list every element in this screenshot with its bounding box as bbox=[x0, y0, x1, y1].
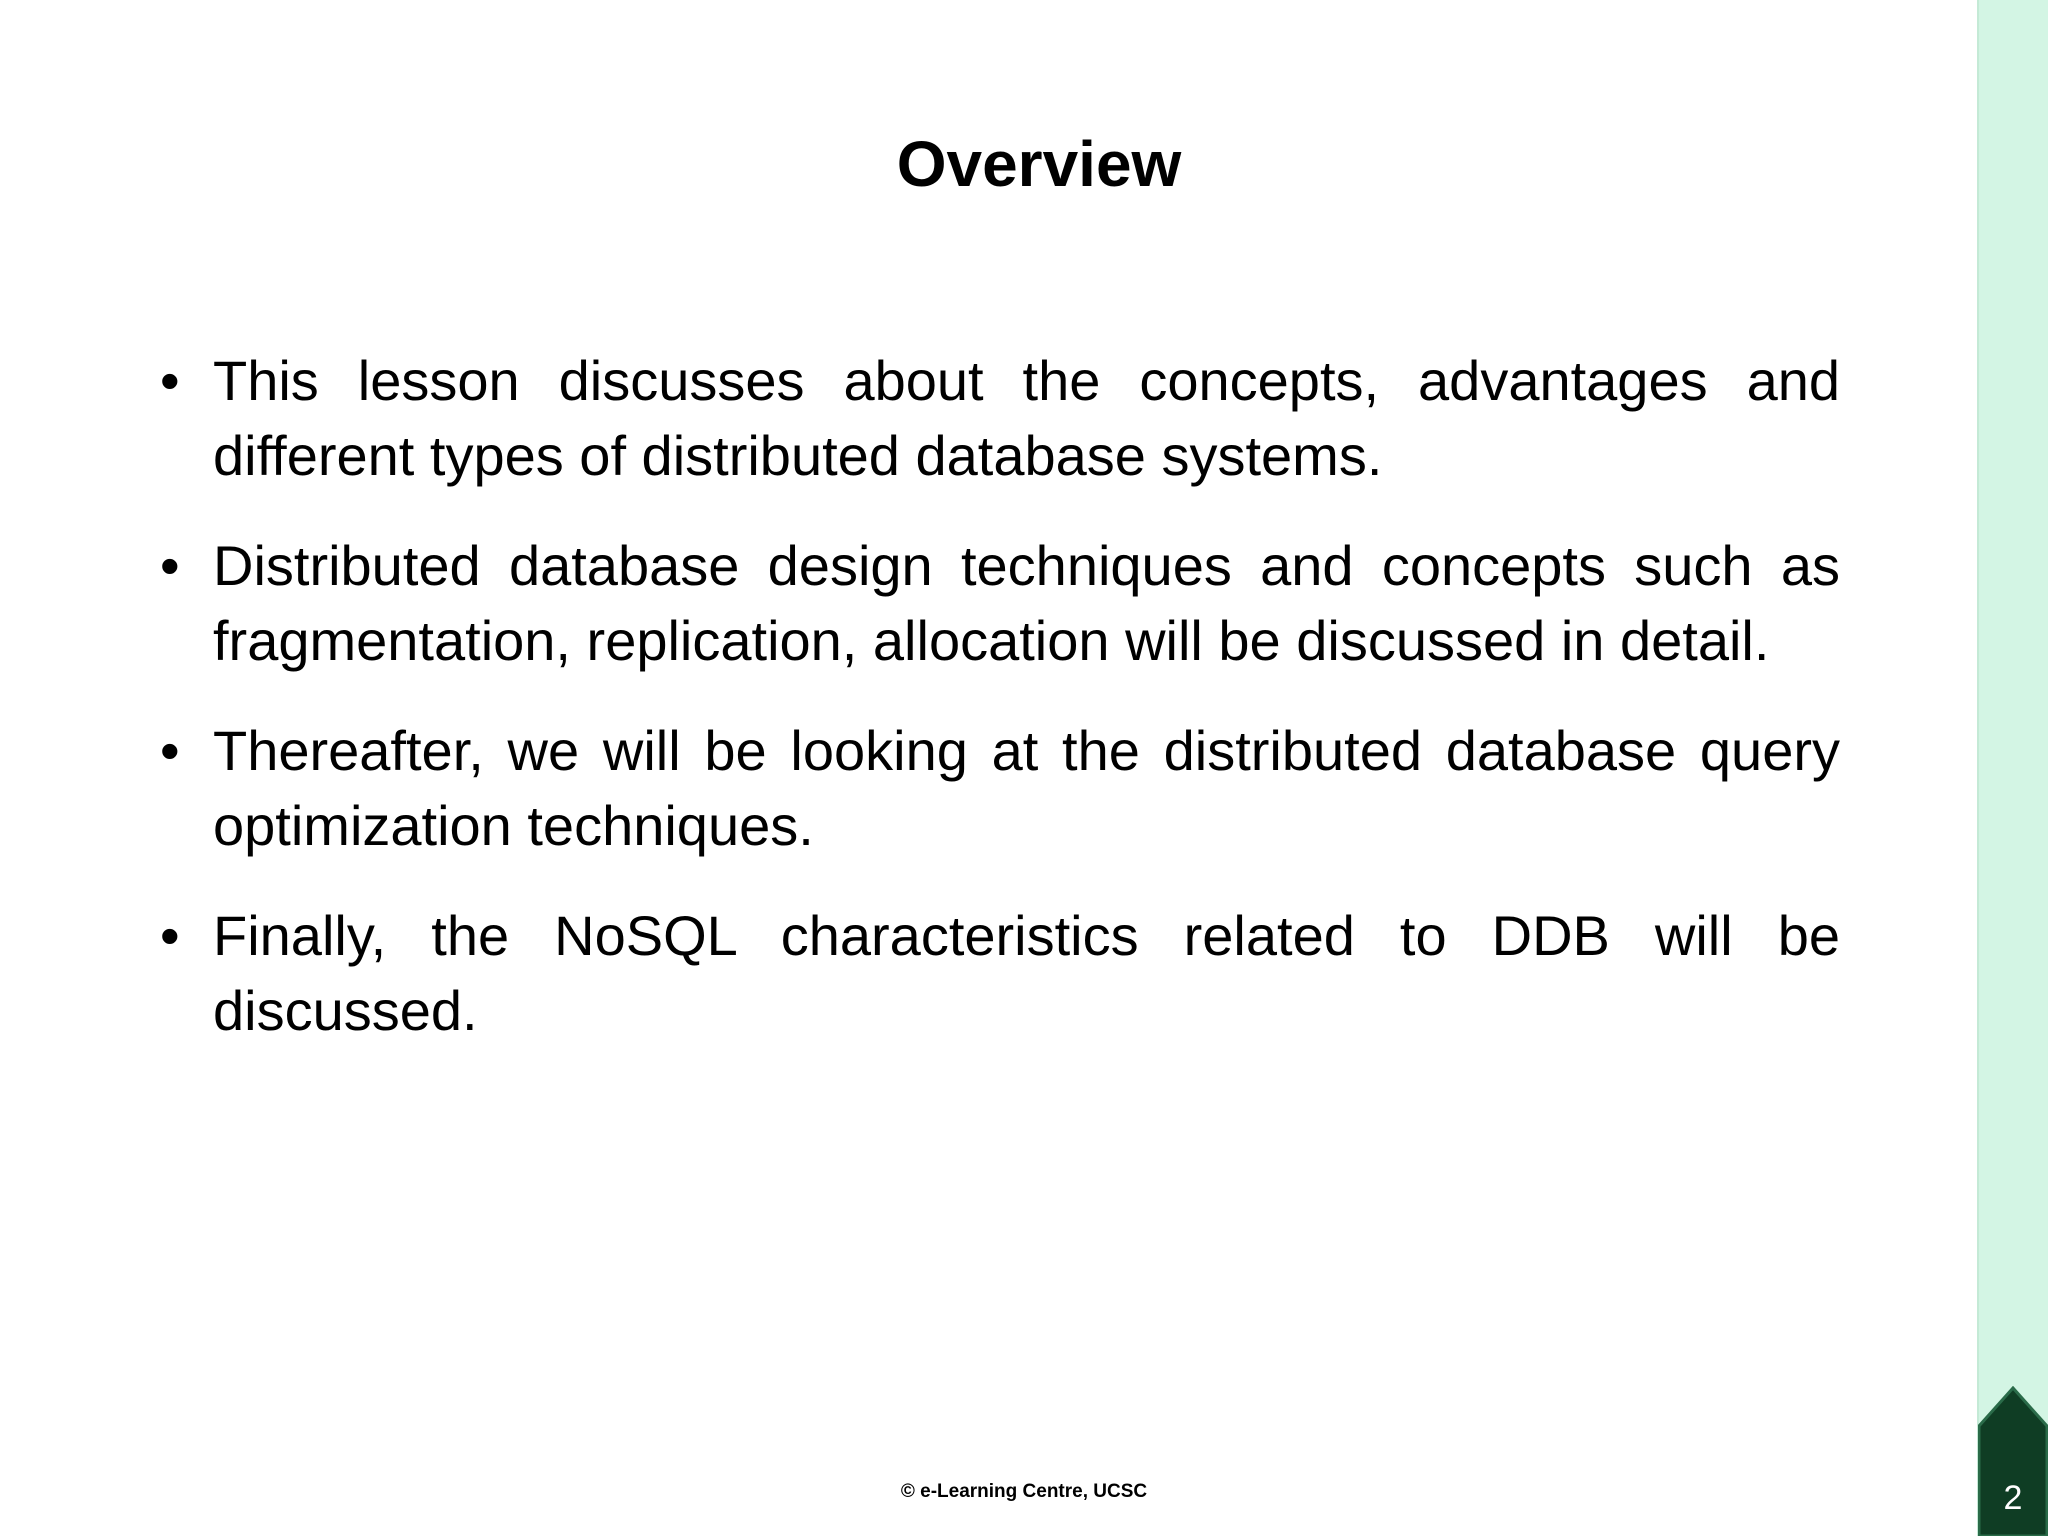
bullet-marker: • bbox=[160, 904, 180, 967]
bullet-marker: • bbox=[160, 349, 180, 412]
bullet-item bbox=[160, 528, 1840, 678]
copyright-footer: © e-Learning Centre, UCSC bbox=[900, 1481, 1148, 1502]
bullet-marker: • bbox=[160, 719, 180, 782]
bullet-list bbox=[160, 343, 1840, 1083]
side-accent-bar bbox=[1977, 0, 2048, 1536]
bullet-text: Distributed database design techniques and concepts such as fragmentation, replication, allocation will be discussed in detail. bbox=[213, 534, 1840, 672]
page-number: 2 bbox=[2003, 1479, 2023, 1517]
page-number-badge bbox=[1978, 1386, 2048, 1536]
slide-title: Overview bbox=[896, 128, 1182, 200]
bullet-text: Finally, the NoSQL characteristics related to DDB will be discussed. bbox=[213, 904, 1840, 1042]
bullet-item bbox=[160, 343, 1840, 493]
bullet-marker: • bbox=[160, 534, 180, 597]
bullet-text: Thereafter, we will be looking at the distributed database query optimization techniques. bbox=[213, 719, 1840, 857]
bullet-item bbox=[160, 898, 1840, 1048]
bullet-text: This lesson discusses about the concepts, advantages and different types of distributed database systems. bbox=[213, 349, 1840, 487]
bullet-item bbox=[160, 713, 1840, 863]
